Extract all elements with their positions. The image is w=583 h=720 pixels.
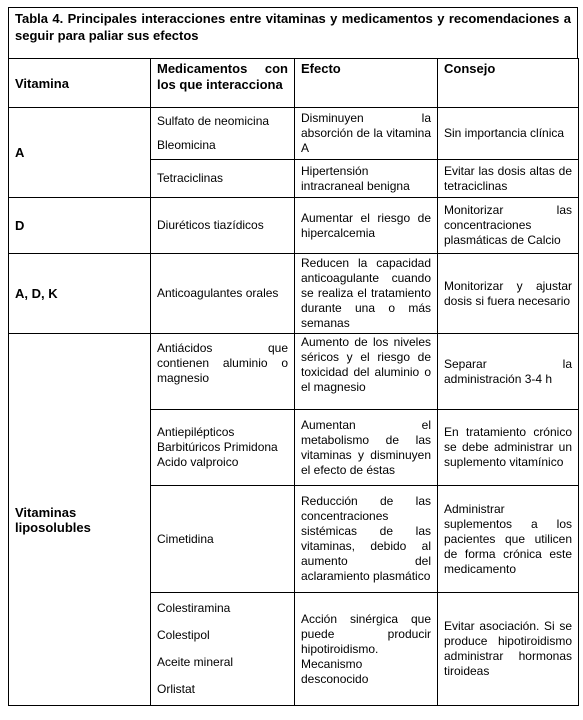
consejo-cell: Evitar asociación. Si se produce hipotiroidismo administrar hormonas tiroideas: [438, 593, 579, 706]
medicamento-item: Colestipol: [157, 628, 210, 642]
medicamento-item: Bleomicina: [157, 138, 216, 152]
medicamento-cell: Diuréticos tiazídicos: [151, 198, 295, 254]
medicamento-cell: Cimetidina: [151, 486, 295, 593]
medicamento-item: Sulfato de neomicina: [157, 114, 270, 128]
interactions-table: [8, 58, 579, 706]
efecto-cell: Aumento de los niveles séricos y el riesgo de toxicidad del aluminio o el magnesio: [295, 334, 438, 410]
header-row: [9, 59, 579, 108]
efecto-cell: Aumentar el riesgo de hipercalcemia: [295, 198, 438, 254]
consejo-cell: Monitorizar y ajustar dosis si fuera necesario: [438, 254, 579, 334]
consejo-cell: Evitar las dosis altas de tetraciclinas: [438, 160, 579, 198]
medicamento-item: Colestiramina: [157, 601, 231, 615]
efecto-line: Mecanismo desconocido: [301, 656, 369, 686]
table-title: Tabla 4. Principales interacciones entre vitaminas y medicamentos y recomendaciones a seguir para paliar sus efectos: [8, 7, 578, 59]
efecto-cell: Aumentan el metabolismo de las vitaminas y disminuyen el efecto de éstas: [295, 410, 438, 486]
vitamina-cell: A: [9, 108, 151, 198]
medicamento-cell: Anticoagulantes orales: [151, 254, 295, 334]
consejo-cell: Administrar suplementos a los pacientes que utilicen de forma crónica este medicamento: [438, 486, 579, 593]
medicamento-item: Barbitúricos Primidona: [157, 440, 278, 454]
medicamento-cell: Tetraciclinas: [151, 160, 295, 198]
medicamento-item: Aceite mineral: [157, 655, 234, 669]
header-efecto: Efecto: [295, 59, 438, 108]
table-row: [9, 334, 579, 410]
medicamento-cell: [151, 593, 295, 706]
consejo-cell: En tratamiento crónico se debe administrar un suplemento vitamínico: [438, 410, 579, 486]
efecto-cell: Disminuyen la absorción de la vitamina A: [295, 108, 438, 160]
medicamento-cell: [151, 108, 295, 160]
efecto-cell: Reducen la capacidad anticoagulante cuando se realiza el tratamiento durante una o más semanas: [295, 254, 438, 334]
efecto-cell: Reducción de las concentraciones sistémicas de las vitaminas, debido al aumento del aclaramiento plasmático: [295, 486, 438, 593]
vitamina-cell: Vitaminas liposolubles: [9, 334, 151, 706]
header-consejo: Consejo: [438, 59, 579, 108]
header-vitamina: Vitamina: [9, 59, 151, 108]
vitamina-cell: D: [9, 198, 151, 254]
medicamento-item: Acido valproico: [157, 455, 239, 469]
header-medicamentos: Medicamentos con los que interacciona: [151, 59, 295, 108]
table-row: [9, 254, 579, 334]
vitamina-cell: A, D, K: [9, 254, 151, 334]
table-row: [9, 108, 579, 160]
consejo-cell: Separar la administración 3-4 h: [438, 334, 579, 410]
medicamento-cell: Antiácidos que contienen aluminio o magnesio: [151, 334, 295, 410]
medicamento-item: Antiepilépticos: [157, 425, 235, 439]
efecto-cell: [295, 593, 438, 706]
efecto-cell: Hipertensión intracraneal benigna: [295, 160, 438, 198]
consejo-cell: Sin importancia clínica: [438, 108, 579, 160]
table-row: [9, 198, 579, 254]
consejo-cell: Monitorizar las concentraciones plasmáticas de Calcio: [438, 198, 579, 254]
efecto-line: Acción sinérgica que puede producir hipotiroidismo.: [301, 611, 431, 656]
medicamento-item: Orlistat: [157, 682, 196, 696]
medicamento-cell: [151, 410, 295, 486]
